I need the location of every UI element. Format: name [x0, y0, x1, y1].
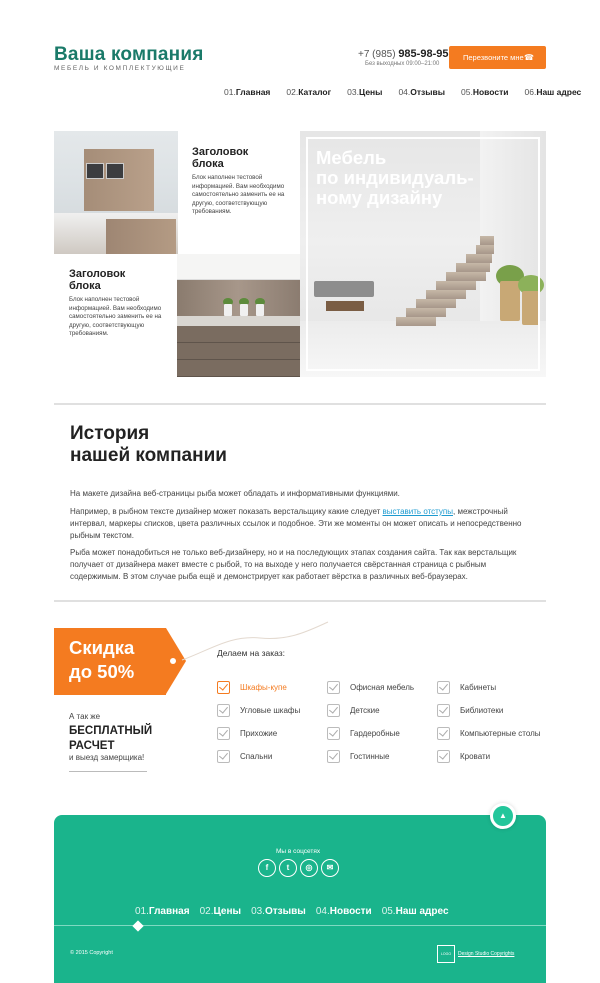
option-corner-wardrobes[interactable]: Угловые шкафы: [217, 704, 300, 717]
phone-icon: ☎: [524, 53, 534, 62]
working-hours: Без выходных 09:00–21:00: [365, 61, 440, 67]
option-office[interactable]: Офисная мебель: [327, 681, 414, 694]
footer: [54, 815, 546, 983]
free-calc-text: БЕСПЛАТНЫЙ РАСЧЕТ: [69, 725, 153, 752]
footer-nav-address[interactable]: 05.Наш адрес: [381, 906, 449, 917]
checkbox-icon: [217, 750, 230, 763]
studio-logo[interactable]: LOGO: [437, 945, 455, 963]
checkbox-icon: [327, 704, 340, 717]
history-paragraph-2: Например, в рыбном тексте дизайнер может показать верстальщику какие следует выставить отступы, межстрочный интервал, маркеры списков, цвета различных ссылок и подобное. Эти же моменты он может описать и непосредственно рыбным текстом.: [70, 507, 522, 540]
footer-nav-prices[interactable]: 02.Цены: [199, 906, 242, 917]
divider: [54, 600, 546, 602]
option-beds[interactable]: Кровати: [437, 750, 490, 763]
option-dressing-rooms[interactable]: Гардеробные: [327, 727, 400, 740]
kitchen-image-2: [177, 254, 300, 377]
block-text-2: Блок наполнен тестовой информацией. Вам необходимо самостоятельно заменить ее на другую, соответствующую требованиям.: [69, 296, 162, 338]
also-text: А так же: [69, 712, 101, 721]
option-bedrooms[interactable]: Спальни: [217, 750, 272, 763]
top-nav: [224, 87, 581, 97]
checkbox-icon: [327, 727, 340, 740]
block-text-1: Блок наполнен тестовой информацией. Вам необходимо самостоятельно заменить ее на другую, соответствующую требованиям.: [192, 174, 285, 216]
history-paragraph-1: На макете дизайна веб-страницы рыба может обладать и информативными функциями.: [70, 489, 400, 498]
nav-item-reviews[interactable]: 04.Отзывы: [398, 87, 446, 97]
phone-prefix: +7 (985): [358, 49, 399, 60]
footer-nav: [135, 906, 459, 917]
facebook-icon[interactable]: f: [258, 859, 276, 877]
history-title: История нашей компании: [70, 423, 227, 466]
checkbox-icon: [437, 681, 450, 694]
option-wardrobes[interactable]: Шкафы-купе: [217, 681, 287, 694]
option-libraries[interactable]: Библиотеки: [437, 704, 503, 717]
option-hallways[interactable]: Прихожие: [217, 727, 277, 740]
checkbox-icon: [437, 727, 450, 740]
checkbox-icon: [217, 704, 230, 717]
nav-item-catalog[interactable]: 02.Каталог: [286, 87, 332, 97]
checkbox-icon: [327, 681, 340, 694]
phone-main: 985-98-95: [398, 48, 449, 60]
twitter-icon[interactable]: t: [279, 859, 297, 877]
copyright: © 2015 Copyright: [70, 950, 113, 956]
hero-heading: Мебель по индивидуаль- ному дизайну: [316, 147, 474, 208]
checkbox-icon: [217, 681, 230, 694]
instagram-icon[interactable]: ◎: [300, 859, 318, 877]
divider: [54, 403, 546, 405]
block-title-1: Заголовок блока: [192, 146, 249, 170]
nav-item-prices[interactable]: 03.Цены: [347, 87, 383, 97]
indent-link[interactable]: выставить отступы: [382, 507, 453, 516]
checkbox-icon: [217, 727, 230, 740]
logo-subtitle: МЕБЕЛЬ И КОМПЛЕКТУЮЩИЕ: [54, 65, 186, 72]
callback-button[interactable]: [449, 46, 546, 69]
block-title-2: Заголовок блока: [69, 268, 126, 292]
scroll-up-button[interactable]: [490, 803, 516, 829]
checkbox-icon: [327, 750, 340, 763]
measurer-text: и выезд замерщика!: [69, 753, 145, 762]
nav-item-news[interactable]: 05.Новости: [461, 87, 509, 97]
footer-nav-news[interactable]: 04.Новости: [315, 906, 372, 917]
underline: [69, 771, 147, 772]
checkbox-icon: [437, 750, 450, 763]
nav-item-home[interactable]: 01.Главная: [224, 87, 271, 97]
order-title: Делаем на заказ:: [217, 648, 286, 658]
studio-link[interactable]: Design Studio Copyrights: [458, 951, 515, 957]
option-kids[interactable]: Детские: [327, 704, 380, 717]
footer-nav-reviews[interactable]: 03.Отзывы: [251, 906, 306, 917]
option-living-rooms[interactable]: Гостинные: [327, 750, 389, 763]
social-links: [258, 859, 339, 877]
mail-icon[interactable]: ✉: [321, 859, 339, 877]
footer-nav-home[interactable]: 01.Главная: [135, 906, 190, 917]
tag-string: [180, 620, 330, 670]
arrow-up-icon: ▲: [499, 811, 507, 820]
phone-number[interactable]: [358, 48, 448, 60]
checkbox-icon: [437, 704, 450, 717]
option-studies[interactable]: Кабинеты: [437, 681, 496, 694]
option-computer-desks[interactable]: Компьютерные столы: [437, 727, 541, 740]
logo-title[interactable]: Ваша компания: [54, 44, 204, 65]
history-paragraph-3: Рыба может понадобиться не только веб-дизайнеру, но и на последующих этапах создания сайта. Так как верстальщик получает от дизайнера макет вместе с рыбой, то на выходе у него получается свёрстанная страница с рыбным содержимым. В этом случае рыба ещё и демонстрирует как работает вёрстка в различных веб-браузерах.: [70, 548, 517, 581]
footer-divider: [54, 925, 546, 926]
nav-item-address[interactable]: 06.Наш адрес: [524, 87, 582, 97]
callback-label: Перезвоните мне: [463, 53, 524, 62]
kitchen-image-1: [54, 131, 178, 254]
social-label: Мы в соцсетях: [276, 848, 321, 855]
discount-text: Скидка до 50%: [69, 637, 135, 682]
